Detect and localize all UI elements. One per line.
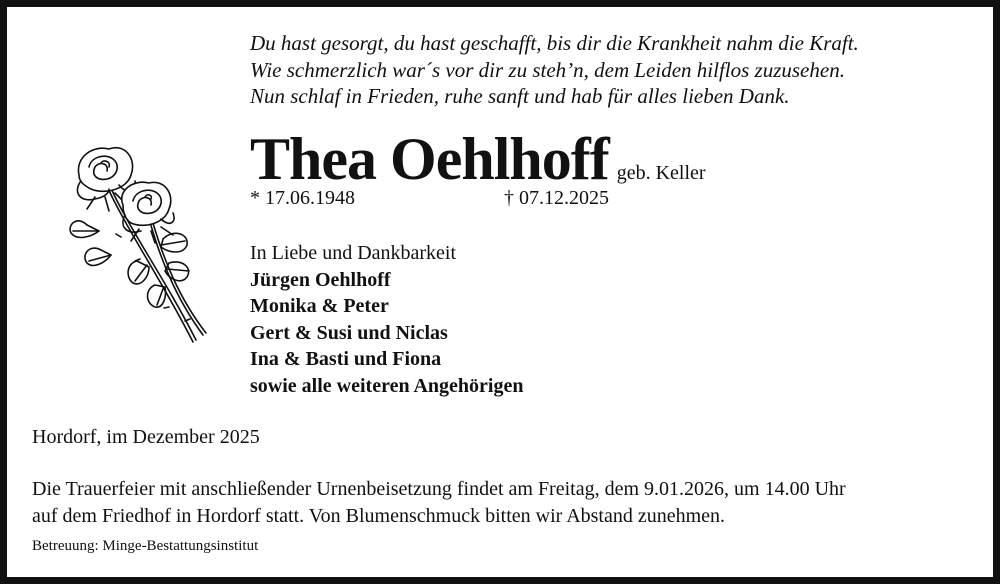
funeral-notice-line: auf dem Friedhof in Hordorf statt. Von Blumenschmuck bitten wir Abstand zunehmen. (32, 504, 726, 527)
rose-icon (65, 137, 215, 352)
mourner-name: sowie alle weiteren Angehörigen (250, 374, 524, 397)
mourner-name: Jürgen Oehlhoff (250, 268, 391, 291)
deceased-name: Thea Oehlhoff (250, 126, 609, 192)
verse-line: Wie schmerzlich war´s vor dir zu steh’n, dem Leiden hilflos zuzusehen. (250, 57, 845, 82)
funeral-notice-line: Die Trauerfeier mit anschließender Urnenbeisetzung findet am Freitag, dem 9.01.2026, um 14.00 Uhr (32, 478, 846, 500)
place-and-date: Hordorf, im Dezember 2025 (32, 426, 260, 448)
mourners-list (250, 240, 523, 399)
verse-line: Du hast gesorgt, du hast geschafft, bis dir die Krankheit nahm die Kraft. (250, 31, 859, 55)
mourner-name: Ina & Basti und Fiona (250, 348, 442, 370)
verse-line: Nun schlaf in Frieden, ruhe sanft und hab für alles lieben Dank. (250, 84, 790, 108)
deceased-name-line (250, 125, 706, 194)
mourners-intro: In Liebe und Dankbarkeit (250, 242, 457, 264)
mourner-name: Monika & Peter (250, 295, 389, 317)
death-date: † 07.12.2025 (504, 187, 609, 209)
birth-date: * 17.06.1948 (250, 187, 355, 209)
funeral-notice (32, 476, 992, 529)
memorial-verse (250, 30, 970, 110)
mourner-name: Gert & Susi und Niclas (250, 321, 448, 344)
undertaker-credit: Betreuung: Minge-Bestattungsinstitut (32, 538, 259, 554)
maiden-name: geb. Keller (616, 162, 706, 184)
